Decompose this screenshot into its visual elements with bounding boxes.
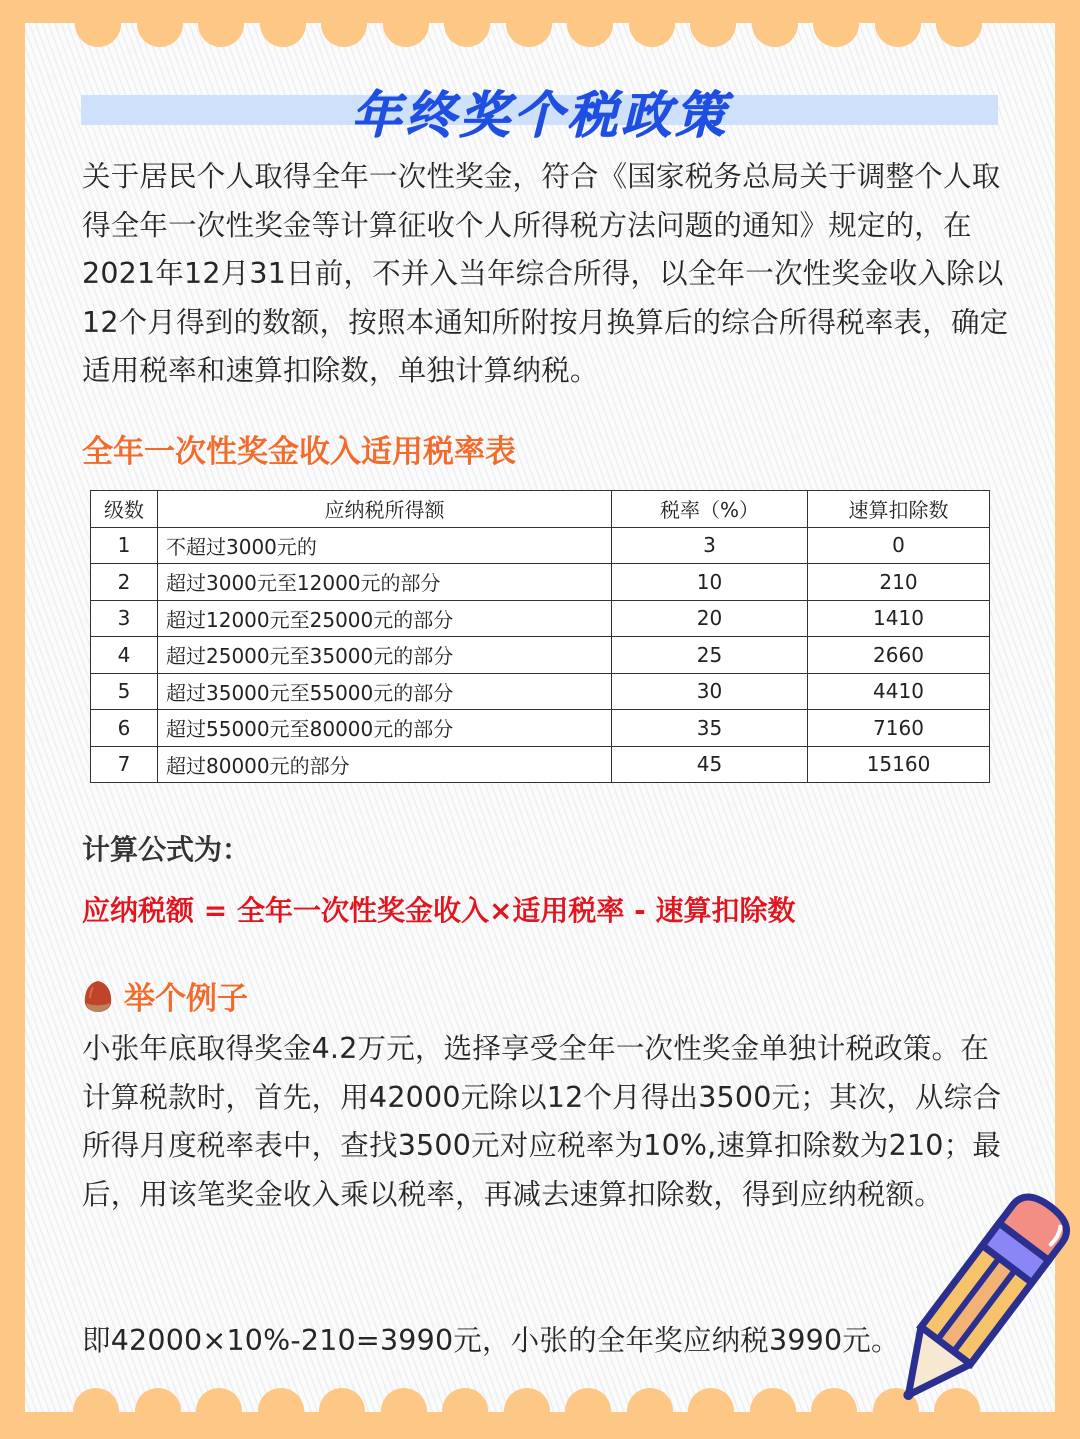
cell-quick-deduction: 2660: [808, 637, 990, 674]
scallop: [688, 1388, 734, 1412]
scallop: [381, 1388, 427, 1412]
column-header-taxable-income: 应纳税所得额: [158, 491, 612, 528]
cell-level: 4: [91, 637, 158, 674]
example-heading-text: 举个例子: [124, 981, 248, 1017]
pencil-icon: [875, 1185, 1075, 1425]
scallop: [504, 1388, 550, 1412]
table-row: [91, 600, 990, 637]
scallop: [752, 23, 798, 47]
scallop: [319, 1388, 365, 1412]
example-paragraph: 小张年底取得奖金4.2万元，选择享受全年一次性奖金单独计税政策。在计算税款时，首先，用42000元除以12个月得出3500元；其次，从综合所得月度税率表中，查找3500元对应税率为10%,速算扣除数为210；最后，用该笔奖金收入乘以税率，再减去速算扣除数，得到应纳税额。: [82, 1032, 1002, 1211]
cell-level: 5: [91, 673, 158, 710]
cell-taxable-income: 超过35000元至55000元的部分: [158, 673, 612, 710]
scallop: [936, 23, 982, 47]
cell-taxable-income: 超过3000元至12000元的部分: [158, 564, 612, 601]
cell-quick-deduction: 210: [808, 564, 990, 601]
cell-quick-deduction: 1410: [808, 600, 990, 637]
table-row: [91, 673, 990, 710]
cell-taxable-income: 超过80000元的部分: [158, 746, 612, 783]
scallop: [875, 23, 921, 47]
table-row: [91, 637, 990, 674]
scallop: [444, 23, 490, 47]
cell-taxable-income: 超过25000元至35000元的部分: [158, 637, 612, 674]
chestnut-icon: [82, 979, 114, 1013]
scallop: [75, 23, 121, 47]
scallop: [258, 1388, 304, 1412]
page-title: 年终奖个税政策: [351, 86, 729, 144]
cell-rate: 45: [612, 746, 808, 783]
scallop: [73, 1388, 119, 1412]
scallop: [383, 23, 429, 47]
scallop: [137, 23, 183, 47]
scallop: [627, 1388, 673, 1412]
scallop: [565, 1388, 611, 1412]
cell-quick-deduction: 0: [808, 527, 990, 564]
scallop: [690, 23, 736, 47]
scallop: [198, 23, 244, 47]
cell-level: 1: [91, 527, 158, 564]
scallop: [567, 23, 613, 47]
scallop: [321, 23, 367, 47]
cell-rate: 30: [612, 673, 808, 710]
tax-rate-table: [90, 490, 990, 783]
cell-rate: 35: [612, 710, 808, 747]
cell-rate: 20: [612, 600, 808, 637]
table-section-heading: 全年一次性奖金收入适用税率表: [82, 434, 516, 470]
column-header-level: 级数: [91, 491, 158, 528]
scallop: [811, 1388, 857, 1412]
table-row: [91, 527, 990, 564]
scallop: [135, 1388, 181, 1412]
table-row: [91, 710, 990, 747]
scallop: [506, 23, 552, 47]
table-row: [91, 746, 990, 783]
example-heading: [82, 973, 248, 1018]
table-row: [91, 564, 990, 601]
cell-taxable-income: 超过12000元至25000元的部分: [158, 600, 612, 637]
cell-level: 2: [91, 564, 158, 601]
cell-quick-deduction: 15160: [808, 746, 990, 783]
cell-quick-deduction: 4410: [808, 673, 990, 710]
cell-rate: 10: [612, 564, 808, 601]
cell-taxable-income: 超过55000元至80000元的部分: [158, 710, 612, 747]
scallop: [196, 1388, 242, 1412]
cell-level: 6: [91, 710, 158, 747]
table-header-row: [91, 491, 990, 528]
column-header-quick-deduction: 速算扣除数: [808, 491, 990, 528]
scallop: [750, 1388, 796, 1412]
cell-rate: 25: [612, 637, 808, 674]
cell-level: 3: [91, 600, 158, 637]
scallop: [442, 1388, 488, 1412]
formula-label: 计算公式为：: [82, 833, 251, 866]
cell-taxable-income: 不超过3000元的: [158, 527, 612, 564]
scallop: [629, 23, 675, 47]
cell-level: 7: [91, 746, 158, 783]
column-header-rate: 税率（%）: [612, 491, 808, 528]
cell-quick-deduction: 7160: [808, 710, 990, 747]
cell-rate: 3: [612, 527, 808, 564]
example-conclusion: 即42000×10%-210=3990元，小张的全年奖应纳税3990元。: [82, 1324, 900, 1357]
intro-paragraph: 关于居民个人取得全年一次性奖金，符合《国家税务总局关于调整个人取得全年一次性奖金等计算征收个人所得税方法问题的通知》规定的，在2021年12月31日前，不并入当年综合所得，以全年一次性奖金收入除以12个月得到的数额，按照本通知所附按月换算后的综合所得税率表，确定适用税率和速算扣除数，单独计算纳税。: [82, 160, 1009, 387]
formula-text: 应纳税额 = 全年一次性奖金收入×适用税率 - 速算扣除数: [82, 894, 796, 927]
scallop: [813, 23, 859, 47]
scallop: [260, 23, 306, 47]
